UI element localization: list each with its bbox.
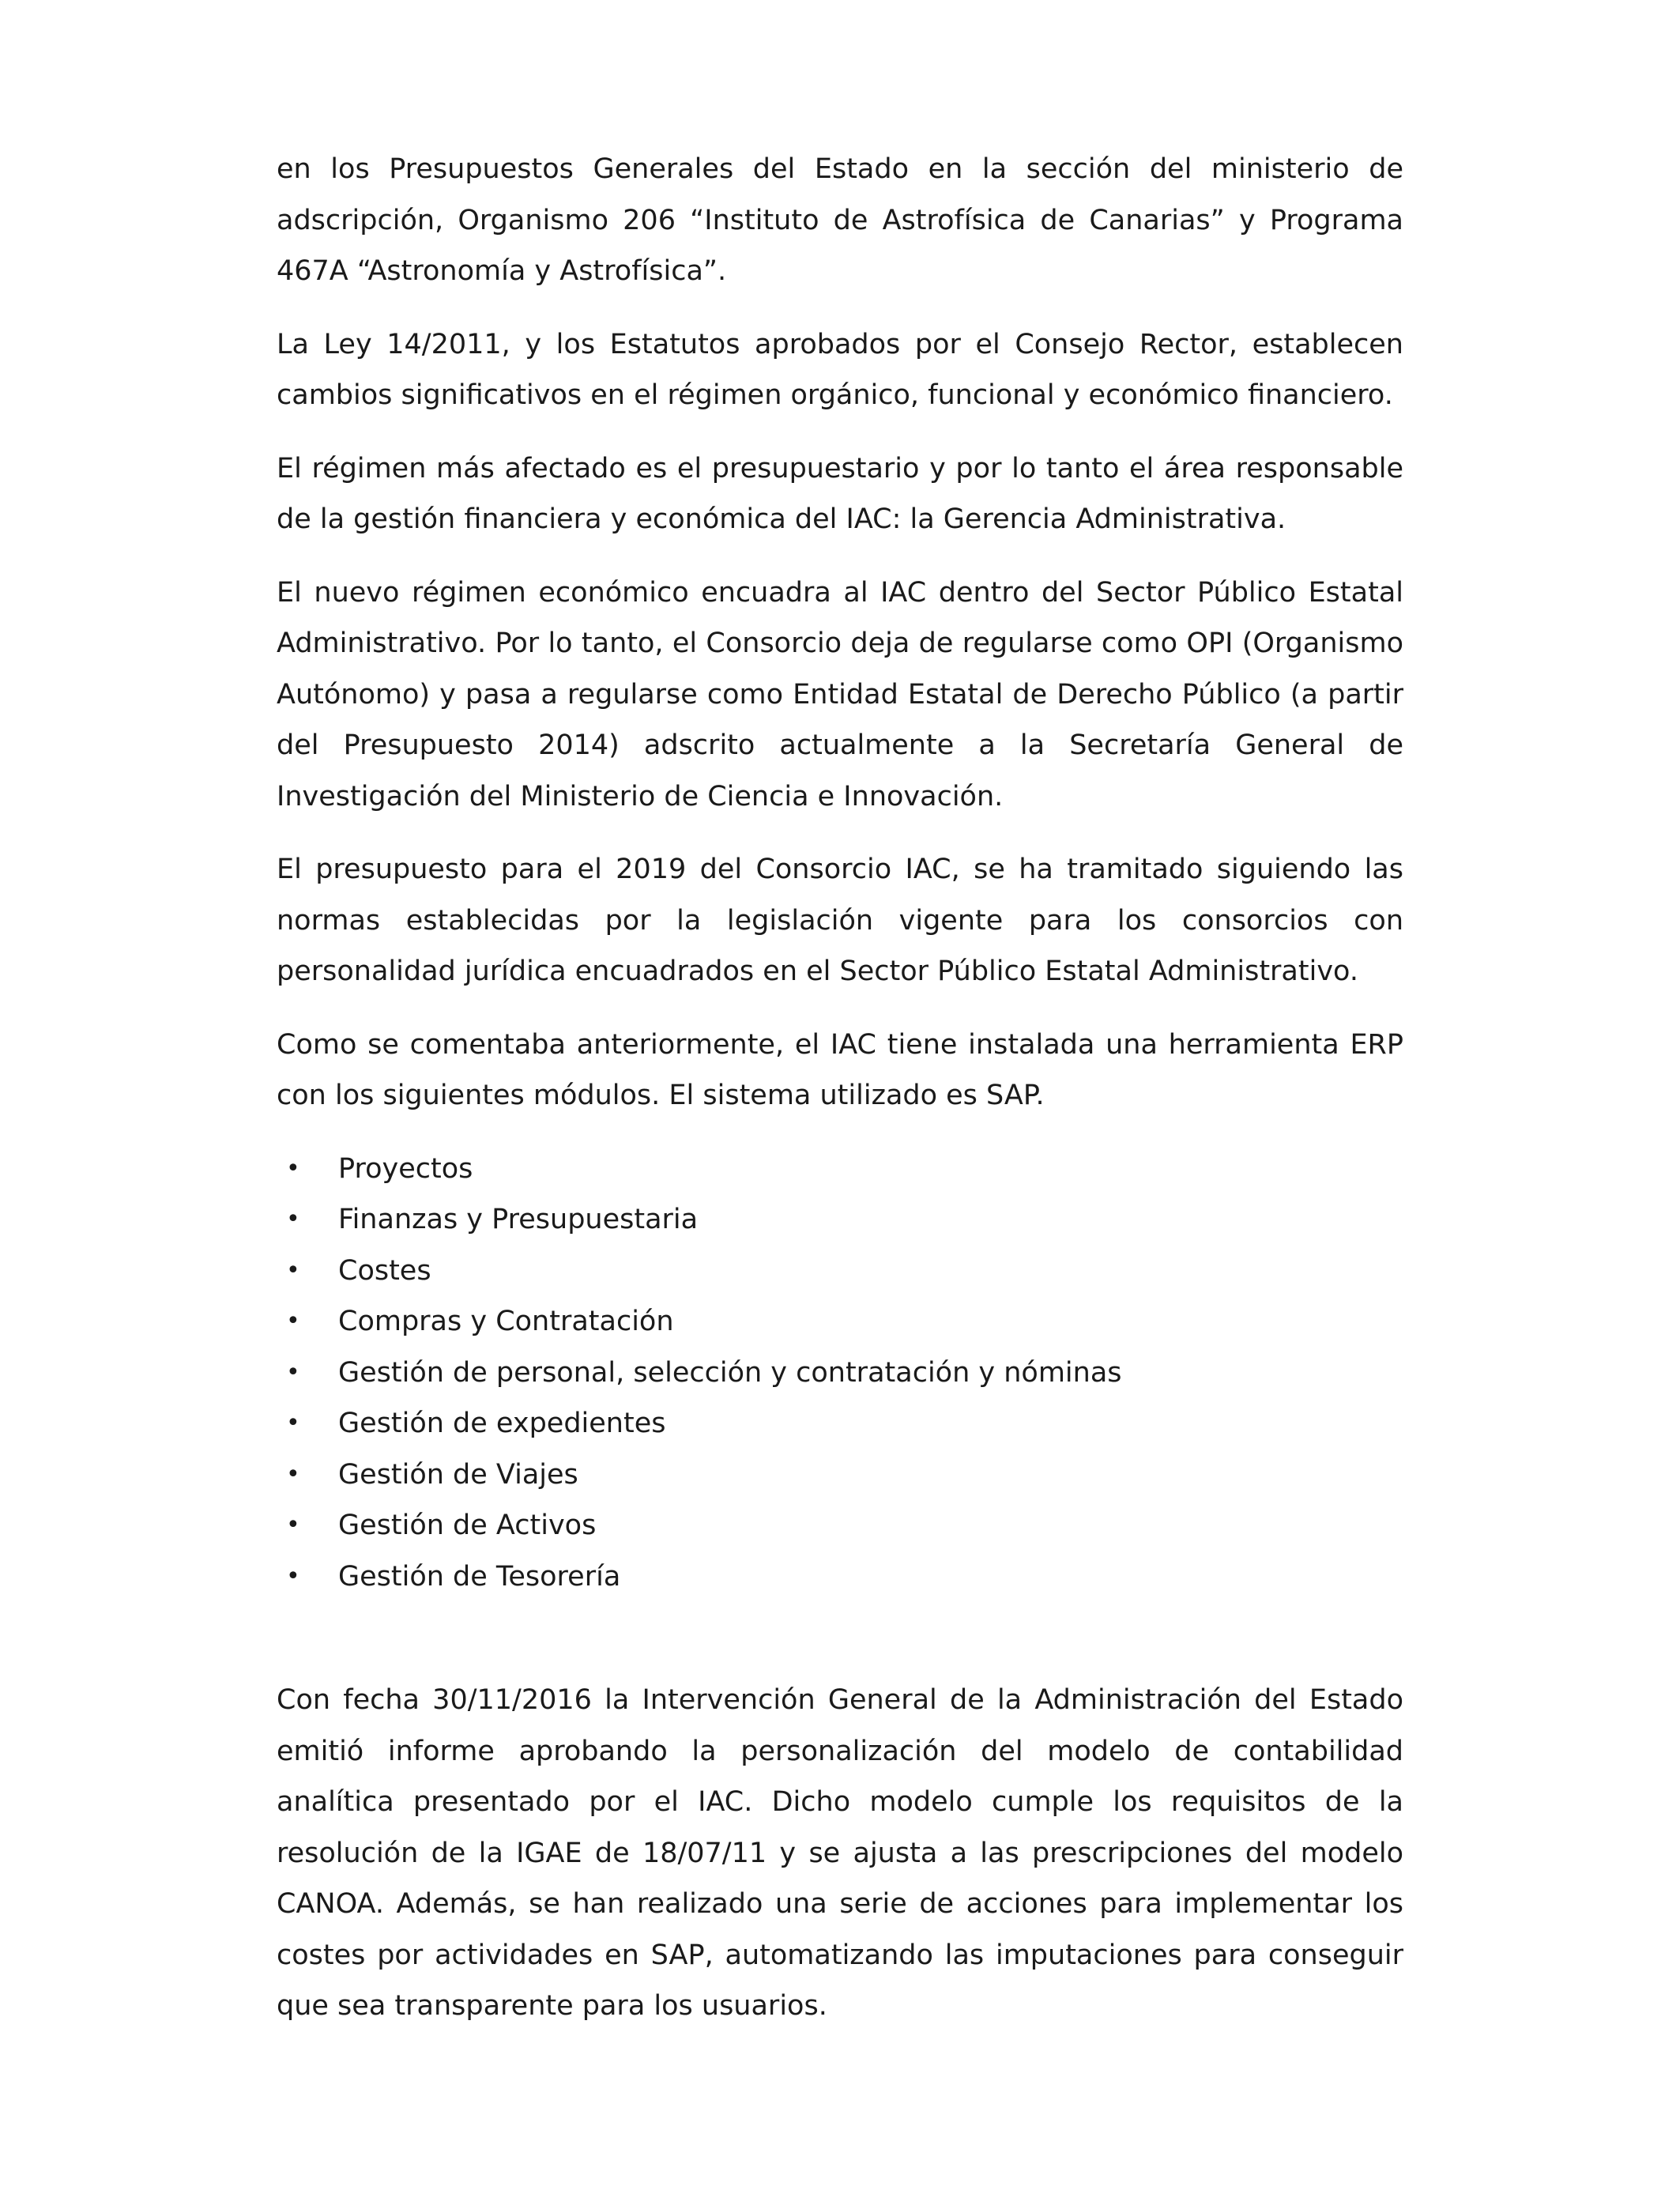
bullet-icon: • bbox=[286, 1205, 300, 1233]
list-item bbox=[277, 1500, 1403, 1551]
list-item-label: Finanzas y Presupuestaria bbox=[338, 1204, 699, 1235]
list-item bbox=[277, 1144, 1403, 1195]
bullet-icon: • bbox=[286, 1562, 300, 1590]
list-item bbox=[277, 1194, 1403, 1246]
bullet-icon: • bbox=[286, 1154, 300, 1182]
bullet-icon: • bbox=[286, 1307, 300, 1335]
list-item-label: Compras y Contratación bbox=[338, 1306, 674, 1337]
list-item bbox=[277, 1449, 1403, 1501]
list-item-label: Gestión de Tesorería bbox=[338, 1560, 621, 1593]
document-page bbox=[277, 144, 1403, 2054]
list-item bbox=[277, 1398, 1403, 1449]
paragraph-regimen: El régimen más afectado es el presupuestario y por lo tanto el área responsable de la gestión financiera y económica del IAC: la Gerencia Administrativa. bbox=[277, 452, 1403, 535]
paragraph-ley: La Ley 14/2011, y los Estatutos aprobados por el Consejo Rector, establecen cambios significativos en el régimen orgánico, funcional y económico financiero. bbox=[277, 328, 1403, 411]
list-item-label: Gestión de Viajes bbox=[338, 1458, 578, 1491]
paragraph-contabilidad-analitica: Con fecha 30/11/2016 la Intervención General de la Administración del Estado emitió informe aprobando la personalización del modelo de contabilidad analítica presentado por el IAC. Dicho modelo cumple los requisitos de la resolución de la IGAE de 18/07/11 y se ajusta a las prescripciones del modelo CANOA. Además, se han realizado una serie de acciones para implementar los costes por actividades en SAP, automatizando las imputaciones para conseguir que sea transparente para los usuarios. bbox=[277, 1684, 1403, 2022]
bullet-icon: • bbox=[286, 1460, 300, 1488]
paragraph-presupuesto-2019: El presupuesto para el 2019 del Consorcio IAC, se ha tramitado siguiendo las normas establecidas por la legislación vigente para los consorcios con personalidad jurídica encuadrados en el Sector Público Estatal Administrativo. bbox=[277, 854, 1403, 987]
list-item-label: Costes bbox=[338, 1254, 431, 1287]
section-spacer bbox=[277, 1602, 1403, 1675]
list-item bbox=[277, 1551, 1403, 1603]
list-item-label: Gestión de Activos bbox=[338, 1510, 597, 1541]
modules-list bbox=[277, 1144, 1403, 1603]
list-item-label: Proyectos bbox=[338, 1152, 473, 1185]
paragraph-nuevo-regimen: El nuevo régimen económico encuadra al IAC dentro del Sector Público Estatal Administrativo. Por lo tanto, el Consorcio deja de regularse como OPI (Organismo Autónomo) y pasa a regularse como Entidad Estatal de Derecho Público (a partir del Presupuesto 2014) adscrito actualmente a la Secretaría General de Investigación del Ministerio de Ciencia e Innovación. bbox=[277, 576, 1403, 812]
list-item bbox=[277, 1296, 1403, 1348]
bullet-icon: • bbox=[286, 1358, 300, 1386]
paragraph-erp: Como se comentaba anteriormente, el IAC tiene instalada una herramienta ERP con los siguientes módulos. El sistema utilizado es SAP. bbox=[277, 1028, 1403, 1111]
list-item-label: Gestión de expedientes bbox=[338, 1408, 666, 1439]
bullet-icon: • bbox=[286, 1256, 300, 1284]
bullet-icon: • bbox=[286, 1409, 300, 1437]
list-item bbox=[277, 1348, 1403, 1399]
list-item bbox=[277, 1246, 1403, 1297]
paragraph-presupuestos: en los Presupuestos Generales del Estado en la sección del ministerio de adscripción, Organismo 206 “Instituto de Astrofísica de Canarias” y Programa 467A “Astronomía y Astrofísica”. bbox=[277, 153, 1403, 287]
bullet-icon: • bbox=[286, 1511, 300, 1539]
list-item-label: Gestión de personal, selección y contratación y nóminas bbox=[338, 1356, 1122, 1389]
